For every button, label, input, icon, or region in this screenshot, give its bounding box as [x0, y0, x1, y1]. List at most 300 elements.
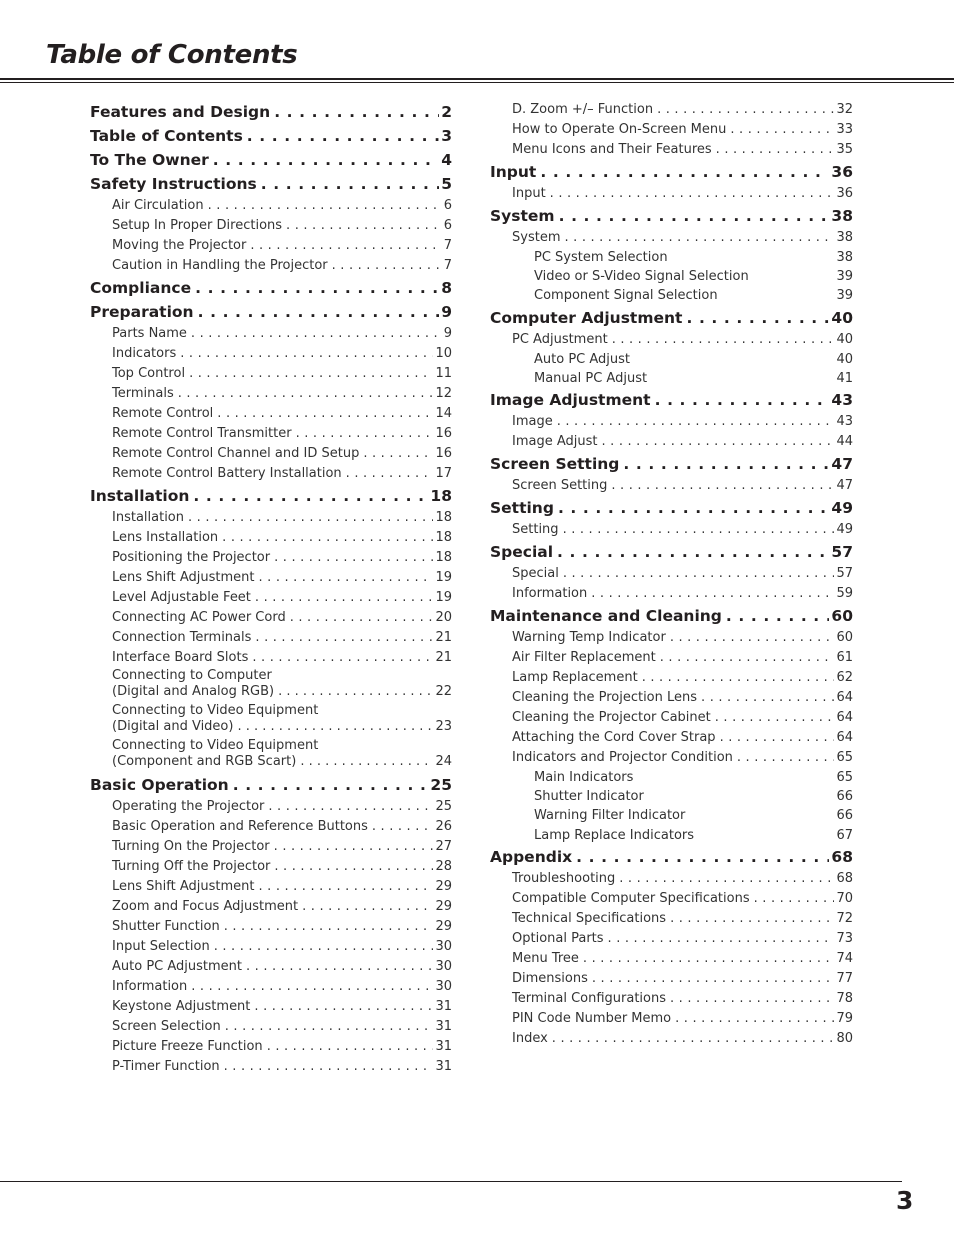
toc-entry-page: 7	[443, 258, 452, 273]
toc-entry[interactable]	[90, 508, 452, 528]
toc-entry-page: 49	[836, 521, 853, 537]
toc-subentry-label: Lamp Replace Indicators	[534, 827, 695, 843]
toc-entry[interactable]	[490, 668, 853, 688]
toc-section[interactable]	[90, 148, 452, 172]
dot-leader	[612, 330, 835, 350]
toc-section-label: Image Adjustment	[490, 390, 651, 409]
toc-subentry[interactable]	[490, 806, 853, 825]
toc-entry[interactable]	[490, 564, 853, 584]
toc-entry-label: Warning Temp Indicator	[512, 629, 666, 645]
dot-leader	[726, 604, 830, 628]
toc-entry[interactable]	[90, 897, 452, 917]
toc-entry[interactable]	[90, 236, 452, 256]
toc-entry-page: 14	[435, 406, 452, 421]
toc-entry-label: Interface Board Slots	[112, 650, 249, 665]
toc-subentry-page: 41	[836, 370, 853, 386]
toc-entry-label: Shutter Function	[112, 919, 220, 934]
dot-leader	[258, 568, 433, 588]
dot-leader	[655, 388, 830, 412]
toc-subentry-page: 66	[836, 808, 853, 824]
toc-entry-page: 43	[836, 413, 853, 429]
toc-entry[interactable]	[490, 432, 853, 452]
toc-section[interactable]	[90, 773, 452, 797]
toc-entry-page: 68	[836, 870, 853, 886]
toc-right-column	[490, 100, 853, 1049]
toc-entry[interactable]	[490, 728, 853, 748]
toc-entry[interactable]	[90, 344, 452, 364]
toc-entry-page: 17	[435, 466, 452, 481]
dot-leader	[180, 344, 433, 364]
toc-section-page: 3	[441, 127, 452, 145]
toc-entry-page: 32	[836, 102, 853, 117]
toc-entry-page: 19	[435, 570, 452, 585]
toc-subentry[interactable]	[490, 350, 853, 369]
dot-leader	[255, 628, 433, 648]
toc-section-page: 4	[441, 151, 452, 169]
toc-entry[interactable]	[90, 648, 452, 668]
toc-section-label: Table of Contents	[90, 127, 243, 145]
toc-entry-page: 6	[443, 198, 452, 213]
toc-entry-label-cont: (Component and RGB Scart)	[112, 754, 297, 769]
toc-entry-page: 74	[836, 950, 853, 966]
toc-entry[interactable]	[490, 184, 853, 204]
toc-section-label: Computer Adjustment	[490, 308, 683, 327]
toc-entry[interactable]	[490, 869, 853, 889]
toc-entry[interactable]	[90, 464, 452, 484]
toc-section-page: 68	[831, 847, 853, 866]
dot-leader	[346, 464, 434, 484]
dot-leader	[591, 584, 834, 604]
dot-leader	[550, 184, 835, 204]
toc-entry[interactable]	[490, 120, 853, 140]
dot-leader	[716, 140, 835, 160]
toc-subentry[interactable]	[490, 248, 853, 267]
toc-entry[interactable]	[90, 424, 452, 444]
dot-leader	[278, 683, 433, 700]
toc-entry-page: 18	[435, 510, 452, 525]
toc-entry-page: 40	[836, 331, 853, 347]
toc-entry-page: 20	[435, 610, 452, 625]
toc-subentry[interactable]	[490, 267, 853, 286]
toc-entry-label: Parts Name	[112, 326, 187, 341]
toc-entry-label: Dimensions	[512, 970, 588, 986]
toc-entry[interactable]	[490, 584, 853, 604]
toc-section-page: 43	[831, 390, 853, 409]
toc-subentry-label: Warning Filter Indicator	[534, 808, 686, 824]
toc-entry[interactable]	[90, 837, 452, 857]
toc-entry-label: Terminals	[112, 386, 174, 401]
toc-entry-page: 9	[443, 326, 452, 341]
header-rule-thin	[0, 82, 954, 83]
toc-entry[interactable]	[490, 100, 853, 120]
toc-subentry[interactable]	[490, 787, 853, 806]
toc-section-label: Setting	[490, 498, 554, 517]
toc-section[interactable]	[490, 160, 853, 184]
dot-leader	[191, 324, 442, 344]
toc-section[interactable]	[490, 306, 853, 330]
toc-section[interactable]	[490, 388, 853, 412]
toc-entry[interactable]	[90, 196, 452, 216]
toc-entry-label: Auto PC Adjustment	[112, 959, 242, 974]
toc-section-page: 9	[441, 303, 452, 321]
toc-entry-page: 18	[435, 530, 452, 545]
toc-entry-page: 77	[836, 970, 853, 986]
toc-entry-page: 59	[836, 585, 853, 601]
toc-entry[interactable]	[90, 1057, 452, 1077]
toc-entry-page: 31	[435, 1039, 452, 1054]
dot-leader	[564, 228, 834, 248]
dot-leader	[730, 120, 834, 140]
toc-entry[interactable]	[490, 929, 853, 949]
dot-leader	[558, 496, 829, 520]
toc-entry-label: Lens Installation	[112, 530, 219, 545]
dot-leader	[657, 100, 834, 120]
toc-entry[interactable]	[490, 708, 853, 728]
dot-leader	[670, 989, 834, 1009]
toc-section[interactable]	[490, 540, 853, 564]
toc-entry-label: How to Operate On-Screen Menu	[512, 122, 727, 137]
toc-entry[interactable]	[90, 404, 452, 424]
toc-entry-label: Installation	[112, 510, 185, 525]
toc-entry[interactable]	[90, 588, 452, 608]
toc-entry-line	[112, 753, 452, 770]
toc-subentry[interactable]	[490, 369, 853, 388]
toc-subentry-label: Main Indicators	[534, 769, 634, 785]
toc-section-page: 40	[831, 308, 853, 327]
dot-leader	[254, 997, 433, 1017]
toc-entry-label: Level Adjustable Feet	[112, 590, 251, 605]
toc-entry-label: Input	[512, 186, 546, 201]
toc-entry-label: Attaching the Cord Cover Strap	[512, 729, 716, 745]
toc-entry-label: Index	[512, 1030, 548, 1046]
toc-left-column	[90, 100, 452, 1077]
dot-leader	[701, 688, 834, 708]
toc-entry-label: Positioning the Projector	[112, 550, 271, 565]
toc-entry-page: 21	[435, 630, 452, 645]
toc-entry-label: PIN Code Number Memo	[512, 1010, 672, 1026]
toc-entry-page: 30	[435, 979, 452, 994]
toc-section-label: System	[490, 207, 555, 225]
toc-section[interactable]	[90, 124, 452, 148]
toc-entry[interactable]	[90, 216, 452, 236]
dot-leader	[660, 648, 835, 668]
dot-leader	[191, 977, 433, 997]
dot-leader	[246, 957, 433, 977]
toc-entry-page: 6	[443, 218, 452, 233]
dot-leader	[217, 404, 433, 424]
dot-leader	[250, 236, 441, 256]
toc-entry-page: 22	[435, 684, 452, 699]
toc-entry-page: 73	[836, 930, 853, 946]
toc-section[interactable]	[490, 845, 853, 869]
toc-entry-page: 78	[836, 990, 853, 1006]
toc-entry-label: Top Control	[112, 366, 186, 381]
toc-entry-label-cont: (Digital and Video)	[112, 719, 234, 734]
dot-leader	[559, 204, 830, 228]
toc-entry[interactable]	[490, 688, 853, 708]
toc-entry-page: 28	[435, 859, 452, 874]
page-number: 3	[896, 1186, 914, 1215]
toc-entry-label: Lens Shift Adjustment	[112, 879, 255, 894]
toc-entry-label: Screen Selection	[112, 1019, 221, 1034]
toc-entry[interactable]	[490, 949, 853, 969]
toc-entry-page: 29	[435, 899, 452, 914]
toc-entry[interactable]	[90, 797, 452, 817]
toc-entry[interactable]	[90, 817, 452, 837]
toc-section[interactable]	[90, 172, 452, 196]
toc-section[interactable]	[90, 100, 452, 124]
dot-leader	[274, 548, 433, 568]
toc-entry[interactable]	[490, 748, 853, 768]
toc-section[interactable]	[90, 300, 452, 324]
toc-entry[interactable]	[90, 997, 452, 1017]
toc-subentry[interactable]	[490, 768, 853, 787]
dot-leader	[214, 937, 434, 957]
toc-entry[interactable]	[90, 738, 452, 773]
toc-entry-label: Troubleshooting	[512, 870, 616, 886]
toc-entry-label: Air Filter Replacement	[512, 649, 656, 665]
toc-entry-label: Cleaning the Projection Lens	[512, 689, 698, 705]
dot-leader	[720, 728, 835, 748]
toc-subentry-label: Component Signal Selection	[534, 288, 718, 304]
toc-entry[interactable]	[90, 528, 452, 548]
toc-subentry-label: Video or S-Video Signal Selection	[534, 269, 749, 285]
dot-leader	[608, 929, 835, 949]
toc-entry[interactable]	[490, 228, 853, 248]
dot-leader	[576, 845, 829, 869]
dot-leader	[274, 100, 439, 124]
toc-entry-page: 61	[836, 649, 853, 665]
toc-entry[interactable]	[90, 703, 452, 738]
toc-entry-label: Connection Terminals	[112, 630, 252, 645]
toc-entry[interactable]	[90, 1037, 452, 1057]
toc-entry-page: 27	[435, 839, 452, 854]
dot-leader	[255, 588, 434, 608]
toc-entry[interactable]	[490, 628, 853, 648]
dot-leader	[258, 877, 433, 897]
page-title: Table of Contents	[46, 40, 298, 70]
toc-entry[interactable]	[490, 330, 853, 350]
toc-entry-label: Image Adjust	[512, 433, 598, 449]
toc-entry-label: Optional Parts	[512, 930, 604, 946]
toc-section-label: Screen Setting	[490, 454, 620, 473]
toc-entry[interactable]	[90, 444, 452, 464]
dot-leader	[670, 628, 835, 648]
toc-subentry-page: 40	[836, 351, 853, 367]
dot-leader	[198, 300, 440, 324]
dot-leader	[213, 148, 439, 172]
toc-entry-page: 18	[435, 550, 452, 565]
toc-entry-label: PC Adjustment	[512, 331, 608, 347]
dot-leader	[557, 412, 835, 432]
dot-leader	[274, 837, 434, 857]
toc-entry-page: 21	[435, 650, 452, 665]
toc-entry-page: 72	[836, 910, 853, 926]
toc-entry[interactable]	[490, 1009, 853, 1029]
toc-entry-page: 65	[836, 749, 853, 765]
dot-leader	[261, 172, 439, 196]
toc-entry[interactable]	[90, 937, 452, 957]
dot-leader	[623, 452, 829, 476]
dot-leader	[286, 216, 442, 236]
toc-subentry-page: 39	[836, 269, 853, 285]
toc-section-label: Basic Operation	[90, 776, 229, 794]
toc-subentry[interactable]	[490, 826, 853, 845]
toc-entry-page: 31	[435, 999, 452, 1014]
toc-entry-page: 47	[836, 477, 853, 493]
toc-entry-label: Air Circulation	[112, 198, 204, 213]
dot-leader	[642, 668, 835, 688]
toc-entry-page: 25	[435, 799, 452, 814]
dot-leader	[670, 909, 834, 929]
dot-leader	[225, 1017, 434, 1037]
toc-entry[interactable]	[490, 909, 853, 929]
toc-section-page: 5	[441, 175, 452, 193]
toc-entry-label: Remote Control Channel and ID Setup	[112, 446, 360, 461]
toc-entry[interactable]	[490, 476, 853, 496]
toc-entry-label: Compatible Computer Specifications	[512, 890, 750, 906]
toc-subentry-page: 39	[836, 288, 853, 304]
toc-entry[interactable]	[490, 889, 853, 909]
toc-entry-label: Connecting AC Power Cord	[112, 610, 286, 625]
dot-leader	[332, 256, 442, 276]
toc-entry[interactable]	[90, 977, 452, 997]
dot-leader	[247, 124, 439, 148]
toc-entry[interactable]	[90, 256, 452, 276]
toc-entry-label: Moving the Projector	[112, 238, 247, 253]
dot-leader	[208, 196, 442, 216]
toc-entry[interactable]	[90, 917, 452, 937]
dot-leader	[540, 160, 829, 184]
toc-entry-page: 30	[435, 959, 452, 974]
toc-entry-page: 29	[435, 879, 452, 894]
toc-entry[interactable]	[90, 957, 452, 977]
toc-entry-page: 10	[435, 346, 452, 361]
toc-entry[interactable]	[90, 628, 452, 648]
toc-entry-page: 16	[435, 446, 452, 461]
toc-entry-line	[112, 718, 452, 735]
toc-entry[interactable]	[90, 608, 452, 628]
dot-leader	[189, 364, 433, 384]
toc-entry-label: System	[512, 230, 561, 245]
toc-entry-label: Zoom and Focus Adjustment	[112, 899, 299, 914]
toc-entry[interactable]	[90, 1017, 452, 1037]
dot-leader	[193, 484, 428, 508]
toc-entry[interactable]	[490, 520, 853, 540]
toc-section-label: Installation	[90, 487, 190, 505]
toc-entry-label: Picture Freeze Function	[112, 1039, 263, 1054]
dot-leader	[675, 1009, 834, 1029]
toc-entry-label: Basic Operation and Reference Buttons	[112, 819, 368, 834]
toc-section-label: Maintenance and Cleaning	[490, 606, 722, 625]
toc-entry[interactable]	[90, 548, 452, 568]
dot-leader	[224, 917, 434, 937]
toc-entry-label: Lamp Replacement	[512, 669, 638, 685]
toc-section-page: 18	[430, 487, 452, 505]
dot-leader	[252, 648, 433, 668]
dot-leader	[563, 520, 835, 540]
toc-entry[interactable]	[90, 568, 452, 588]
toc-entry[interactable]	[90, 877, 452, 897]
dot-leader	[224, 1057, 434, 1077]
toc-section[interactable]	[90, 484, 452, 508]
toc-entry-page: 64	[836, 729, 853, 745]
toc-entry-label: Screen Setting	[512, 477, 608, 493]
toc-entry[interactable]	[490, 412, 853, 432]
toc-section[interactable]	[90, 276, 452, 300]
toc-section-page: 57	[831, 542, 853, 561]
toc-section-page: 8	[441, 279, 452, 297]
toc-entry-page: 57	[836, 565, 853, 581]
toc-entry-label: Connecting to Video Equipment	[112, 738, 319, 753]
dot-leader	[601, 432, 834, 452]
dot-leader	[372, 817, 434, 837]
toc-section-page: 47	[831, 454, 853, 473]
toc-entry-page: 24	[435, 754, 452, 769]
toc-entry-label: Turning Off the Projector	[112, 859, 271, 874]
toc-entry[interactable]	[90, 364, 452, 384]
dot-leader	[274, 857, 433, 877]
dot-leader	[296, 424, 434, 444]
dot-leader	[363, 444, 433, 464]
toc-section-label: To The Owner	[90, 151, 209, 169]
dot-leader	[178, 384, 434, 404]
toc-section[interactable]	[490, 204, 853, 228]
toc-entry[interactable]	[490, 1029, 853, 1049]
toc-entry-label: Technical Specifications	[512, 910, 667, 926]
toc-entry-page: 23	[435, 719, 452, 734]
toc-subentry[interactable]	[490, 286, 853, 305]
toc-entry-label: Lens Shift Adjustment	[112, 570, 255, 585]
toc-entry-page: 11	[435, 366, 452, 381]
toc-section[interactable]	[490, 452, 853, 476]
dot-leader	[290, 608, 434, 628]
toc-entry-page: 29	[435, 919, 452, 934]
dot-leader	[222, 528, 433, 548]
toc-entry-page: 33	[836, 122, 853, 137]
toc-entry-page: 36	[836, 186, 853, 201]
toc-entry[interactable]	[490, 140, 853, 160]
toc-entry[interactable]	[90, 857, 452, 877]
header-rule	[0, 78, 954, 80]
toc-entry-page: 62	[836, 669, 853, 685]
toc-entry[interactable]	[90, 324, 452, 344]
toc-entry[interactable]	[90, 384, 452, 404]
toc-section-page: 36	[831, 163, 853, 181]
toc-entry-label: Connecting to Computer	[112, 668, 272, 683]
toc-entry-label: Special	[512, 565, 559, 581]
toc-entry-label: Image	[512, 413, 553, 429]
toc-section[interactable]	[490, 496, 853, 520]
toc-entry-label: Setup In Proper Directions	[112, 218, 283, 233]
toc-entry[interactable]	[490, 989, 853, 1009]
toc-entry[interactable]	[490, 648, 853, 668]
toc-section-page: 2	[441, 103, 452, 121]
toc-entry-label: Information	[512, 585, 588, 601]
toc-section[interactable]	[490, 604, 853, 628]
toc-entry-page: 19	[435, 590, 452, 605]
toc-entry-page: 38	[836, 230, 853, 245]
toc-entry[interactable]	[90, 668, 452, 703]
dot-leader	[619, 869, 834, 889]
toc-entry-label: Operating the Projector	[112, 799, 265, 814]
dot-leader	[195, 276, 439, 300]
toc-entry[interactable]	[490, 969, 853, 989]
toc-entry-page: 64	[836, 689, 853, 705]
toc-entry-label: Menu Tree	[512, 950, 579, 966]
toc-entry-label-cont: (Digital and Analog RGB)	[112, 684, 275, 699]
toc-section-label: Preparation	[90, 303, 194, 321]
